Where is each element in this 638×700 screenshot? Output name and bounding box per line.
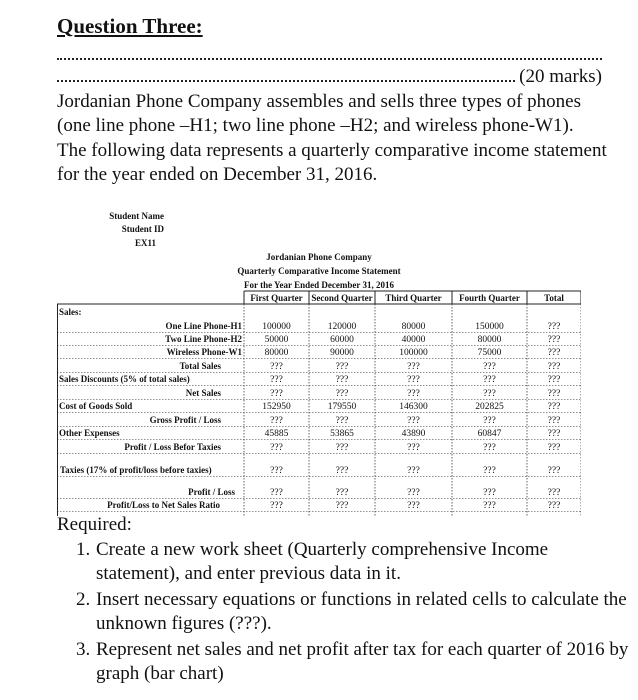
cell-value: ??? (483, 466, 496, 476)
exam-code-label: EX11 (134, 238, 156, 248)
step-number: 1. (76, 539, 91, 560)
cell-value: 53865 (330, 429, 354, 439)
cell-value: 80000 (264, 348, 289, 358)
intro-paragraph: Jordanian Phone Company assembles and sells three types of phones (one line phone –H1; two line phone –H2; and wireless phone-W1). The following data represents a quarterly comparative income statement for the year ended on December 31, 2016. (57, 91, 607, 186)
cell-value: ??? (547, 501, 561, 511)
marks-line (57, 64, 602, 90)
cell-value: 50000 (264, 335, 289, 345)
cell-value: ??? (335, 443, 349, 453)
cell-value: 40000 (401, 335, 426, 345)
row-label: Gross Profit / Loss (149, 415, 221, 425)
step-text: Create a new work sheet (Quarterly comprehensive Income statement), and enter previous data in it. (96, 539, 549, 584)
row-label: Cost of Goods Sold (59, 401, 133, 411)
cell-value: 45885 (264, 429, 289, 439)
required-label: Required: (57, 514, 132, 535)
column-header: Fourth Quarter (459, 293, 520, 303)
cell-value: ??? (407, 375, 420, 385)
cell-value: ??? (547, 402, 561, 412)
cell-value: 179550 (327, 402, 357, 412)
cell-value: ??? (335, 362, 349, 372)
cell-value: 80000 (477, 335, 502, 345)
cell-value: 120000 (327, 322, 357, 332)
statement-title: Quarterly Comparative Income Statement (237, 266, 401, 276)
cell-value: 43890 (401, 429, 426, 439)
marks-label: (20 marks) (519, 66, 602, 87)
cell-value: ??? (407, 488, 420, 498)
cell-value: ??? (335, 375, 349, 385)
cell-value: 60847 (477, 429, 502, 439)
cell-value: ??? (407, 362, 420, 372)
required-steps (78, 538, 636, 688)
row-label: Profit / Loss Befor Taxies (124, 442, 221, 452)
cell-value: ??? (483, 375, 496, 385)
row-label: One Line Phone-H1 (165, 321, 242, 331)
cell-value: ??? (407, 416, 420, 426)
column-header: Third Quarter (385, 293, 442, 303)
cell-value: ??? (335, 416, 349, 426)
cell-value: 202825 (475, 402, 504, 412)
cell-value: 75000 (477, 348, 502, 358)
step-item (76, 538, 636, 586)
step-text: Insert necessary equations or functions in related cells to calculate the unknown figures (???). (96, 589, 627, 634)
row-label: Net Sales (185, 388, 221, 398)
cell-value: ??? (335, 466, 349, 476)
cell-value: 152950 (262, 402, 291, 412)
step-number: 3. (76, 639, 91, 660)
cell-value: ??? (483, 443, 496, 453)
row-label: Profit/Loss to Net Sales Ratio (107, 500, 220, 510)
cell-value: 100000 (399, 348, 428, 358)
cell-value: ??? (547, 362, 561, 372)
row-label: Sales Discounts (5% of total sales) (59, 374, 190, 384)
cell-value: ??? (547, 488, 561, 498)
row-label: Profit / Loss (188, 487, 235, 497)
cell-value: ??? (483, 488, 496, 498)
cell-value: ??? (547, 466, 561, 476)
income-statement-sheet (57, 208, 581, 516)
column-header: First Quarter (250, 293, 303, 303)
row-label: Other Expenses (59, 428, 120, 438)
row-label: Taxies (17% of profit/loss before taxies) (60, 465, 212, 475)
cell-value: ??? (483, 416, 496, 426)
cell-value: ??? (547, 335, 561, 345)
cell-value: ??? (270, 443, 283, 453)
cell-value: ??? (270, 501, 283, 511)
cell-value: ??? (335, 501, 349, 511)
cell-value: 100000 (262, 322, 291, 332)
step-number: 2. (76, 589, 91, 610)
cell-value: ??? (270, 389, 283, 399)
cell-value: ??? (483, 362, 496, 372)
cell-value: ??? (270, 466, 283, 476)
cell-value: 146300 (399, 402, 428, 412)
cell-value: ??? (547, 375, 561, 385)
column-header: Second Quarter (311, 293, 373, 303)
cell-value: 80000 (401, 322, 426, 332)
question-title: Question Three: (57, 14, 203, 38)
cell-value: ??? (547, 443, 561, 453)
cell-value: ??? (270, 488, 283, 498)
cell-value: ??? (407, 443, 420, 453)
step-item (76, 588, 636, 636)
cell-value: ??? (335, 488, 349, 498)
dotted-separator (57, 44, 602, 60)
cell-value: ??? (483, 501, 496, 511)
cell-value: ??? (270, 362, 283, 372)
cell-value: ??? (547, 416, 561, 426)
step-item (76, 638, 636, 686)
column-header: Total (544, 293, 564, 303)
cell-value: ??? (547, 322, 561, 332)
cell-value: 90000 (330, 348, 354, 358)
cell-value: ??? (483, 389, 496, 399)
step-text: Represent net sales and net profit after tax for each quarter of 2016 by graph (bar chart) (96, 639, 629, 684)
sales-section-label: Sales: (59, 307, 82, 317)
cell-value: ??? (407, 501, 420, 511)
cell-value: ??? (547, 389, 561, 399)
cell-value: ??? (547, 348, 561, 358)
cell-value: ??? (270, 416, 283, 426)
student-id-label: Student ID (121, 224, 164, 234)
row-label: Two Line Phone-H2 (165, 334, 242, 344)
cell-value: ??? (547, 429, 561, 439)
dotted-leader (57, 64, 515, 82)
company-name: Jordanian Phone Company (266, 252, 372, 262)
income-statement-table (57, 208, 581, 516)
cell-value: 150000 (475, 322, 504, 332)
statement-period: For the Year Ended December 31, 2016 (244, 280, 394, 290)
cell-value: ??? (270, 375, 283, 385)
row-label: Wireless Phone-W1 (166, 347, 242, 357)
cell-value: ??? (407, 466, 420, 476)
cell-value: ??? (335, 389, 349, 399)
cell-value: 60000 (330, 335, 354, 345)
row-label: Total Sales (179, 361, 221, 371)
cell-value: ??? (407, 389, 420, 399)
student-name-label: Student Name (109, 211, 164, 221)
